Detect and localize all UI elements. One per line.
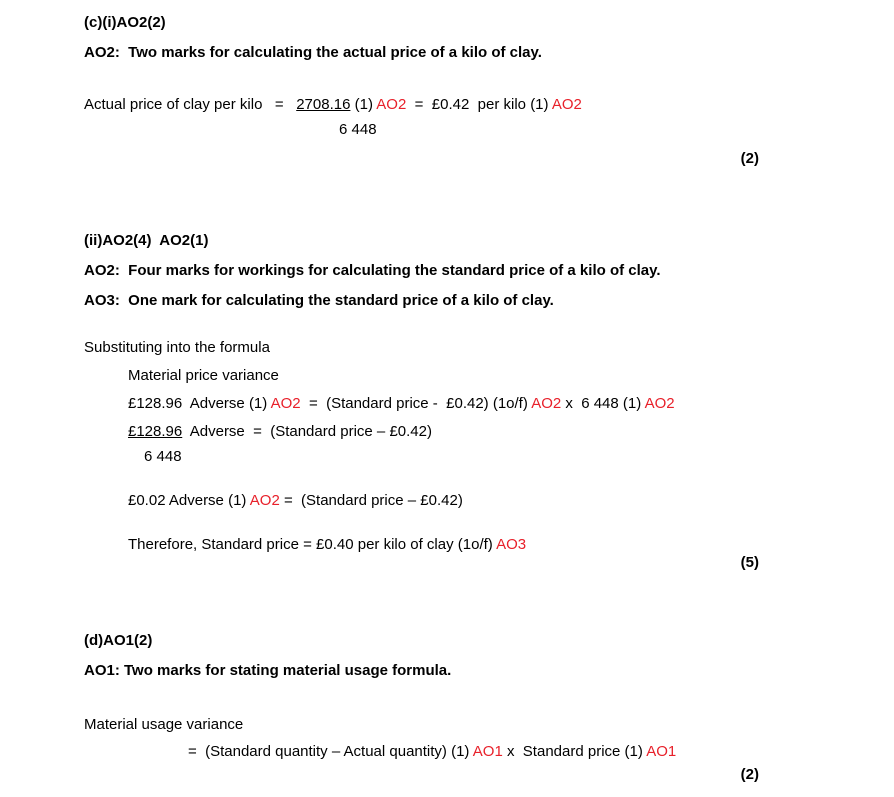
section-c-ii-line-3 — [84, 490, 894, 512]
line3-mark: (1) — [228, 492, 247, 509]
line1-ao-2: AO2 — [531, 394, 562, 412]
section-c-i-marks: (2) — [740, 150, 759, 167]
section-c-i-heading-code: (c)(i)AO2(2) — [84, 14, 166, 31]
line3-expression: = (Standard price – £0.42) — [283, 492, 463, 509]
line1-mark-1: (1) — [248, 394, 268, 412]
section-d-formula-line — [84, 741, 894, 763]
section-c-ii-heading-ao3: AO3: One mark for calculating the standard price of a kilo of clay. — [84, 291, 554, 309]
calc-mark-2: (1) — [530, 95, 549, 113]
d-ao-1: AO1 — [472, 743, 503, 761]
line3-ao: AO2 — [249, 492, 280, 509]
section-c-ii-line-4 — [84, 534, 894, 556]
calc-ao-1: AO2 — [376, 95, 407, 113]
section-d-marks: (2) — [740, 766, 759, 783]
calc-equals: = — [414, 95, 424, 113]
section-c-ii-line-2 — [84, 421, 894, 443]
calc-denominator: 6 448 — [339, 121, 377, 139]
section-c-ii-line-2-denominator — [84, 446, 894, 468]
line2-rest: Adverse = (Standard price – £0.42) — [189, 422, 432, 440]
section-c-ii-intro: Substituting into the formula — [84, 339, 270, 357]
section-c-i — [0, 12, 894, 141]
section-c-ii-heading-code: (ii)AO2(4) AO2(1) — [84, 232, 209, 249]
section-d-heading-code: (d)AO1(2) — [84, 632, 153, 649]
d-mark-1: (1) — [451, 743, 470, 761]
line2-numerator: £128.96 — [128, 422, 183, 440]
section-c-ii-marks: (5) — [740, 554, 759, 571]
section-d — [0, 630, 894, 763]
line2-denominator: 6 448 — [144, 448, 182, 466]
d-formula-right: x Standard price — [506, 743, 621, 761]
line3-variance: £0.02 Adverse — [128, 492, 224, 509]
line1-ao-1: AO2 — [270, 394, 301, 412]
d-ao-2: AO1 — [646, 743, 677, 761]
line1-expression: = (Standard price - £0.42) (1o/f) — [308, 394, 528, 412]
calc-ao-2: AO2 — [551, 95, 582, 113]
calc-unit: per kilo — [477, 95, 527, 113]
line1-quantity: x 6 448 — [565, 394, 619, 412]
section-c-ii-line-1 — [84, 393, 894, 415]
section-c-ii-formula-title: Material price variance — [128, 367, 279, 384]
section-d-heading-ao1: AO1: Two marks for stating material usage formula. — [84, 661, 452, 679]
section-c-i-calculation-line — [84, 94, 894, 116]
section-c-ii-heading-ao2: AO2: Four marks for workings for calculating the standard price of a kilo of clay. — [84, 261, 661, 279]
line1-ao-3: AO2 — [644, 394, 675, 412]
calc-result: £0.42 — [431, 95, 470, 113]
section-c-ii — [0, 230, 894, 556]
d-formula-left: = (Standard quantity – Actual quantity) — [188, 743, 447, 761]
section-c-i-heading-ao2: AO2: Two marks for calculating the actual price of a kilo of clay. — [84, 43, 542, 61]
line1-variance: £128.96 Adverse — [128, 394, 245, 412]
calc-label: Actual price of clay per kilo = — [84, 95, 284, 113]
calc-mark-1: (1) — [354, 95, 373, 113]
line1-mark-2: (1) — [622, 394, 642, 412]
calc-numerator: 2708.16 — [296, 95, 351, 113]
line4-ao: AO3 — [496, 535, 527, 553]
line4-conclusion: Therefore, Standard price = £0.40 per kilo of clay (1o/f) — [128, 535, 493, 553]
d-mark-2: (1) — [624, 743, 643, 761]
section-d-intro: Material usage variance — [84, 715, 244, 733]
